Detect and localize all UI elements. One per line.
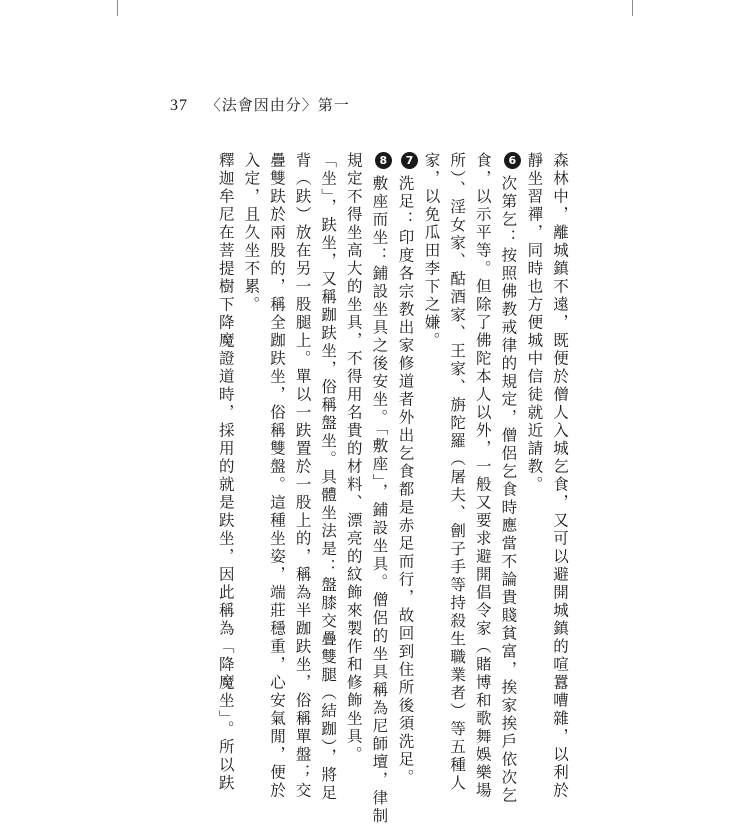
column-text: 洗足：印度各宗教出家修道者外出乞食都是赤足而行，故回到住所後須洗足。 [396,175,415,787]
column-text: 家，以免瓜田李下之嫌。 [422,152,441,350]
column-text: 入定，且久坐不累。 [242,152,261,314]
column-text: 疊雙趺於兩股的，稱全跏趺坐，俗稱雙盤。這種坐姿，端莊穩重，心安氣閒，便於 [267,152,286,800]
page-number: 37 [170,97,188,114]
text-column [418,152,444,672]
crop-mark-right [632,0,633,16]
text-column [444,152,470,793]
vertical-text-block [212,152,572,826]
text-column [238,152,264,672]
column-text: 規定不得坐高大的坐具，不得用名貴的材料、漂亮的紋飾來製作和修飾坐具。 [344,152,363,764]
column-text: 釋迦牟尼在菩提樹下降魔證道時，採用的就是趺坐，因此稱為「降魔坐」。所以趺 [216,152,235,793]
column-text: 「坐」，趺坐，又稱跏趺坐，俗稱盤坐。具體坐法是：盤膝交疊雙腿（結跏），將足 [319,152,338,803]
crop-mark-left [117,0,118,16]
text-column [546,152,572,800]
running-head [170,96,350,115]
text-column [469,152,495,800]
chapter-title: 〈法會因由分〉第一 [205,96,350,114]
note-marker-8: 8 [375,152,392,169]
text-column [263,152,289,800]
column-text: 次第乞：按照佛教戒律的規定，僧侶乞食時應當不論貴賤貧富，挨家挨戶依次乞 [499,175,518,805]
note-column [392,152,418,787]
text-column [340,152,366,764]
text-column [521,152,547,672]
column-text: 靜坐習禪，同時也方便城中信徒就近請教。 [525,152,544,494]
column-text: 敷座而坐：鋪設坐具之後安坐。「敷座」，鋪設坐具。僧侶的坐具稱為尼師壇，律制 [370,175,389,826]
column-text: 所）、淫女家、酤酒家、王家、旃陀羅（屠夫、劊子手等持殺生職業者）等五種人 [448,152,467,793]
note-column [495,152,521,805]
note-column [366,152,392,826]
note-marker-6: 6 [504,152,521,169]
note-marker-7: 7 [401,152,418,169]
text-column [212,152,238,793]
column-text: 食，以示平等。但除了佛陀本人以外，一般又要求避開倡令家（賭博和歌舞娛樂場 [473,152,492,800]
column-text: 背（趺）放在另一股腿上。單以一趺置於一股上的，稱為半跏趺坐，俗稱單盤；交 [293,152,312,800]
text-column [315,152,341,803]
text-column [289,152,315,800]
column-text: 森林中，離城鎮不遠，既便於僧人入城乞食，又可以避開城鎮的喧囂嘈雜，以利於 [551,152,569,800]
